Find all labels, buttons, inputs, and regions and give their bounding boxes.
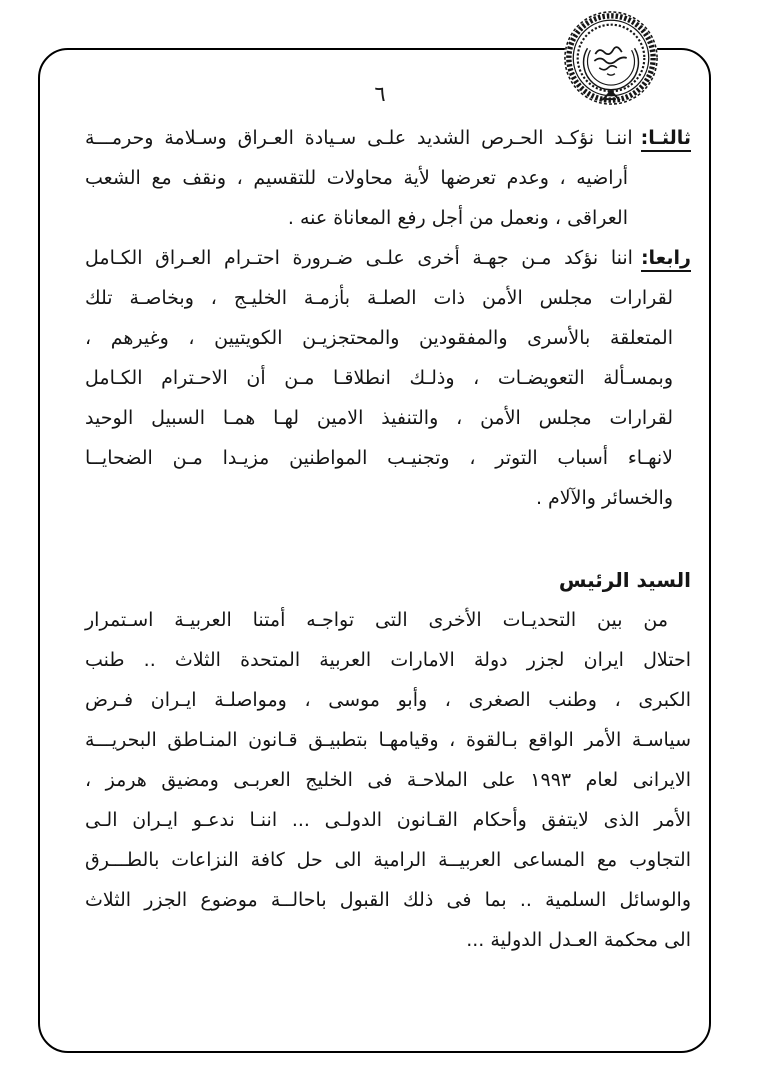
paragraph-rabaan-line-3: المتعلقة بالأسرى والمفقودين والمحتجزيـن الكويتيين ، وغيرهم ، xyxy=(85,327,673,349)
paragraph-thalthan-line-3: العراقى ، ونعمل من أجل رفع المعاناة عنه . xyxy=(287,207,628,229)
paragraph-rabaan-line-4: وبمسـألة التعويضـات ، وذلـك انطلاقـا مـن أن الاحـترام الكـامل xyxy=(85,367,673,389)
paragraph-thalthan-line-2: أراضيه ، وعدم تعرضها لأية محاولات للتقسيم ، ونقف مع الشعب xyxy=(85,167,628,189)
page-number: ٦ xyxy=(374,82,386,106)
emblem-svg xyxy=(562,9,660,107)
body-paragraph-line-8: والوسائل السلمية .. بما فى ذلك القبول باحالــة موضوع الجزر الثلاث xyxy=(85,889,691,911)
body-paragraph-line-5: الايرانى لعام ١٩٩٣ على الملاحـة فى الخليج العربـى ومضيق هرمز ، xyxy=(85,769,691,791)
body-paragraph-line-4: سياسـة الأمر الواقع بـالقوة ، وقيامهـا بتطبيـق قـانون المنـاطق البحريـــة xyxy=(85,729,691,751)
text-line: اننا نؤكد مـن جهـة أخرى علـى ضـرورة احتـرام العـراق الكـامل xyxy=(85,247,633,269)
body-paragraph-line-3: الكبرى ، وطنب الصغرى ، وأبو موسى ، ومواصلـة ايـران فـرض xyxy=(85,689,691,711)
arab-league-emblem-icon xyxy=(562,9,660,107)
paragraph-label-rabaan: رابعا: xyxy=(641,247,691,272)
paragraph-rabaan-line-5: لقرارات مجلس الأمن ، والتنفيذ الامين لهـا همـا السبيل الوحيد xyxy=(85,407,673,429)
document-text xyxy=(85,118,691,960)
body-paragraph-line-6: الأمر الذى لايتفق وأحكام القـانون الدولـى ... اننـا ندعـو ايـران الـى xyxy=(85,809,691,831)
paragraph-rabaan-line-7: والخسائر والآلام . xyxy=(535,487,673,509)
body-paragraph-line-2: احتلال ايران لجزر دولة الامارات العربية المتحدة الثلاث .. طنب xyxy=(85,649,691,671)
paragraph-rabaan-line-1 xyxy=(85,238,691,278)
section-heading: السيد الرئيس xyxy=(558,568,691,592)
paragraph-rabaan-line-6: لانهـاء أسباب التوتر ، وتجنيـب المواطنين مزيـدا مـن الضحايــا xyxy=(85,447,673,469)
paragraph-thalthan-line-1 xyxy=(85,118,691,158)
body-paragraph-line-9: الى محكمة العـدل الدولية ... xyxy=(466,929,691,951)
body-paragraph-line-1: من بين التحديـات الأخرى التى تواجـه أمتنا العربيـة اسـتمرار xyxy=(85,609,668,631)
paragraph-rabaan-line-2: لقرارات مجلس الأمن ذات الصلـة بأزمـة الخليـج ، وبخاصـة تلك xyxy=(85,287,673,309)
paragraph-label-thalthan: ثالثـا: xyxy=(641,127,691,152)
text-line: اننـا نؤكـد الحـرص الشديد علـى سـيادة العـراق وسـلامة وحرمـــة xyxy=(85,127,633,149)
section-spacer xyxy=(85,518,691,560)
body-paragraph-line-7: التجاوب مع المساعى العربيــة الرامية الى حل كافة النزاعات بالطـــرق xyxy=(85,849,691,871)
